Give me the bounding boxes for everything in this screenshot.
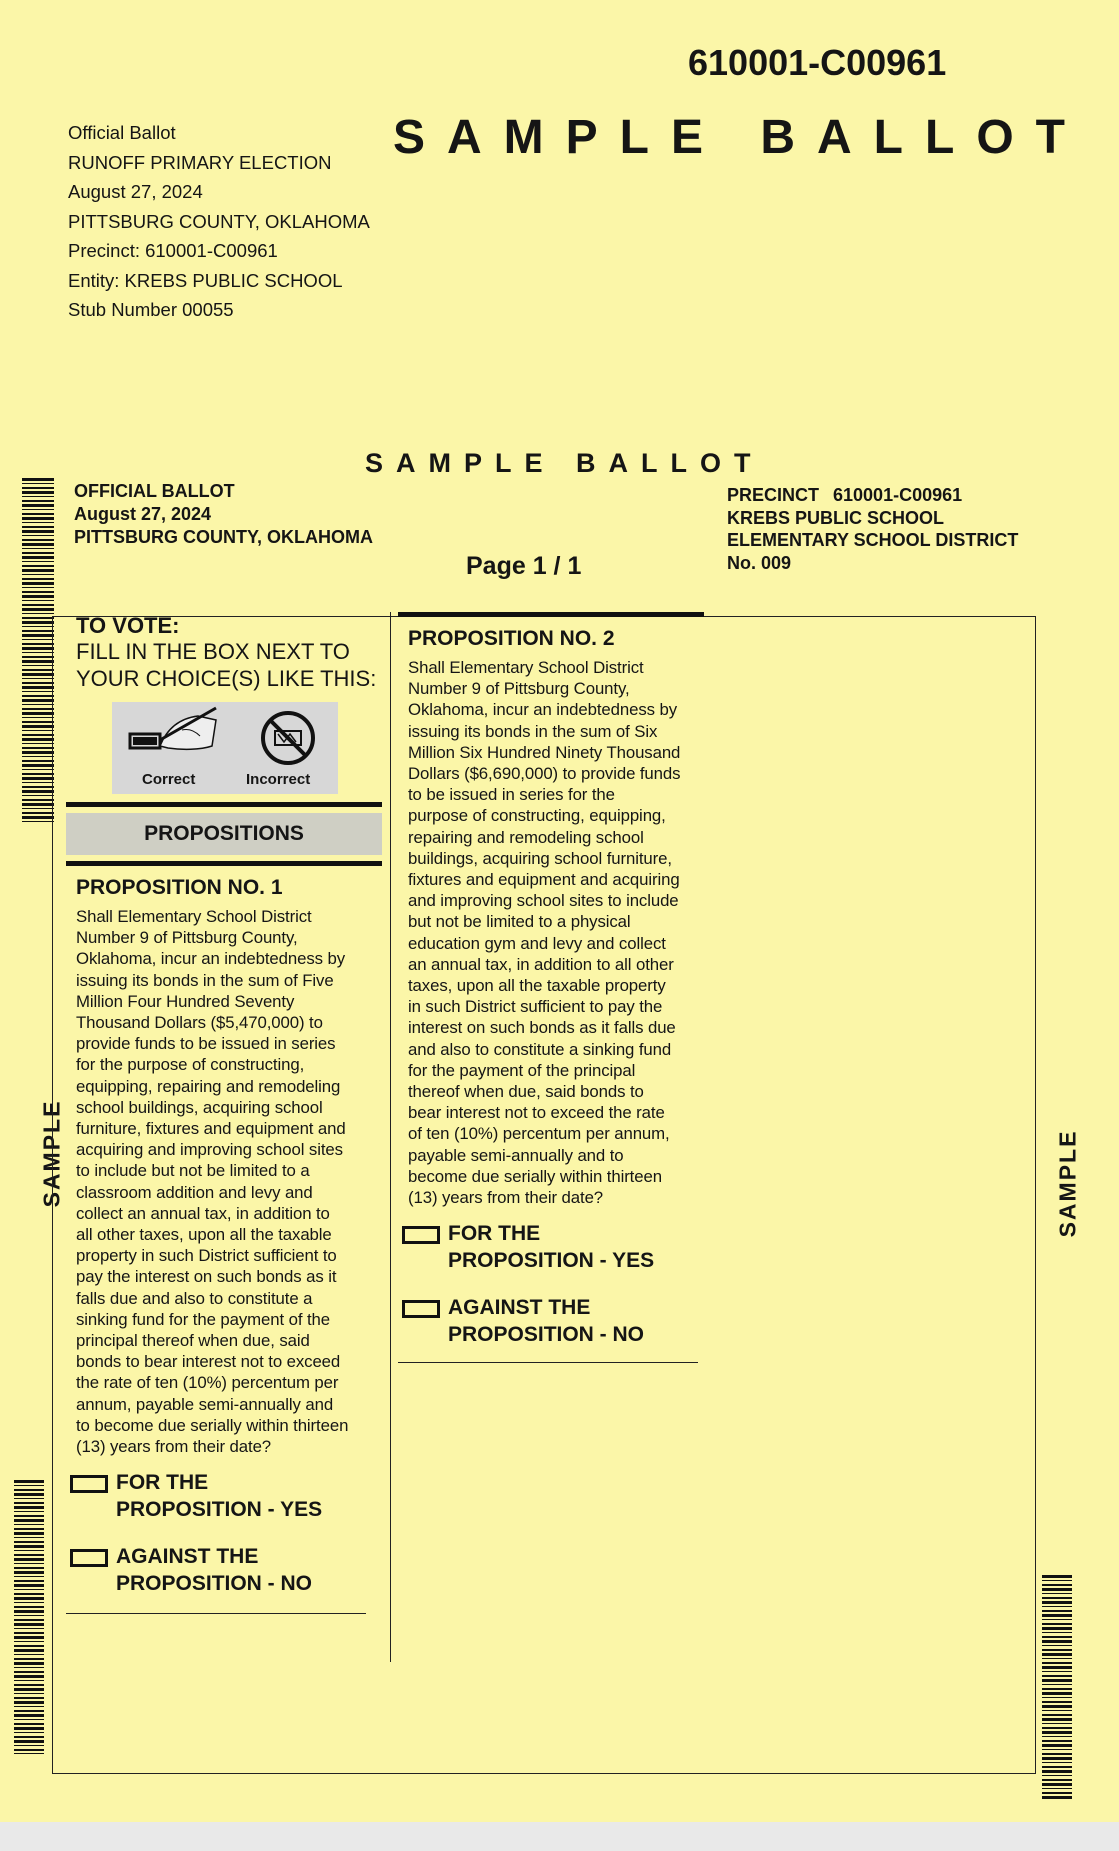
text-line: provide funds to be issued in series bbox=[76, 1034, 336, 1054]
proposition-2-text bbox=[398, 657, 704, 1208]
correct-mark-icon bbox=[120, 706, 230, 776]
choice-label bbox=[448, 1294, 644, 1348]
instructions-heading: TO VOTE: bbox=[76, 613, 180, 638]
vote-box[interactable] bbox=[402, 1300, 440, 1318]
text-line: interest on such bonds as it falls due bbox=[408, 1018, 676, 1038]
text-line: Number 9 of Pittsburg County, bbox=[408, 679, 630, 699]
proposition-2-title: PROPOSITION NO. 2 bbox=[408, 627, 615, 650]
text-line: issuing its bonds in the sum of Five bbox=[76, 970, 334, 990]
text-line: to include but not be limited to a bbox=[76, 1161, 310, 1181]
text-line: equipping, repairing and remodeling bbox=[76, 1076, 341, 1096]
precinct-value: 610001-C00961 bbox=[833, 485, 963, 505]
barcode-left-bottom bbox=[14, 1480, 44, 1754]
proposition-1-text bbox=[66, 906, 382, 1457]
entity-line: No. 009 bbox=[727, 552, 792, 573]
instructions-text bbox=[66, 638, 382, 692]
barcode-right-bottom bbox=[1042, 1575, 1072, 1799]
text-line: become due serially within thirteen bbox=[408, 1166, 662, 1186]
text-line: repairing and remodeling school bbox=[408, 827, 644, 847]
instructions-line: YOUR CHOICE(S) LIKE THIS: bbox=[76, 666, 377, 691]
sample-label-left: SAMPLE bbox=[38, 1099, 65, 1208]
stub-line: PITTSBURG COUNTY, OKLAHOMA bbox=[68, 210, 370, 232]
entity-line: ELEMENTARY SCHOOL DISTRICT bbox=[727, 530, 1019, 550]
divider bbox=[398, 1362, 698, 1363]
stub-line: RUNOFF PRIMARY ELECTION bbox=[68, 151, 332, 173]
text-line: payable semi-annually and to bbox=[408, 1145, 624, 1165]
text-line: buildings, acquiring school furniture, bbox=[408, 848, 672, 868]
column-1 bbox=[66, 608, 382, 1614]
column-divider bbox=[390, 612, 391, 1662]
text-line: issuing its bonds in the sum of Six bbox=[408, 721, 658, 741]
choice-line: PROPOSITION - YES bbox=[116, 1498, 323, 1522]
proposition-1-title: PROPOSITION NO. 1 bbox=[76, 876, 283, 899]
stub-line: August 27, 2024 bbox=[68, 181, 203, 202]
divider bbox=[66, 802, 382, 807]
choice-line: FOR THE bbox=[116, 1471, 209, 1495]
column-2 bbox=[398, 612, 704, 1363]
precinct-label: PRECINCT bbox=[727, 485, 820, 505]
scan-edge bbox=[0, 1822, 1119, 1851]
choice-line: PROPOSITION - YES bbox=[448, 1249, 655, 1273]
sample-label-right: SAMPLE bbox=[1054, 1129, 1081, 1238]
proposition-1-no-option[interactable] bbox=[70, 1543, 382, 1597]
proposition-1-yes-option[interactable] bbox=[70, 1469, 382, 1523]
incorrect-label: Incorrect bbox=[246, 771, 311, 788]
divider bbox=[66, 1613, 366, 1614]
vote-box[interactable] bbox=[70, 1475, 108, 1493]
text-line: bonds to bear interest not to exceed bbox=[76, 1352, 341, 1372]
ballot-info-line: PITTSBURG COUNTY, OKLAHOMA bbox=[74, 527, 373, 547]
ballot-info-line: OFFICIAL BALLOT bbox=[74, 481, 235, 501]
text-line: Number 9 of Pittsburg County, bbox=[76, 928, 298, 948]
stub-line: Precinct: 610001-C00961 bbox=[68, 240, 278, 261]
text-line: an annual tax, in addition to all other bbox=[408, 954, 674, 974]
text-line: for the payment of the principal bbox=[408, 1060, 636, 1080]
text-line: to be issued in series for the bbox=[408, 785, 615, 805]
text-line: furniture, fixtures and equipment and bbox=[76, 1119, 346, 1139]
text-line: and also to constitute a sinking fund bbox=[408, 1039, 672, 1059]
text-line: taxes, upon all the taxable property bbox=[408, 976, 666, 996]
barcode-left-top bbox=[22, 478, 54, 822]
text-line: but not be limited to a physical bbox=[408, 912, 631, 932]
mark-examples bbox=[112, 702, 338, 794]
text-line: fixtures and equipment and acquiring bbox=[408, 870, 680, 890]
text-line: pay the interest on such bonds as it bbox=[76, 1267, 337, 1287]
choice-line: AGAINST THE bbox=[116, 1545, 259, 1569]
proposition-2-no-option[interactable] bbox=[402, 1294, 704, 1348]
text-line: to become due serially within thirteen bbox=[76, 1415, 349, 1435]
stub-precinct-code: 610001-C00961 bbox=[688, 42, 947, 83]
choice-label bbox=[448, 1220, 654, 1274]
text-line: principal thereof when due, said bbox=[76, 1331, 310, 1351]
text-line: Dollars ($6,690,000) to provide funds bbox=[408, 764, 681, 784]
text-line: education gym and levy and collect bbox=[408, 933, 666, 953]
text-line: of ten (10%) percentum per annum, bbox=[408, 1124, 670, 1144]
text-line: the rate of ten (10%) percentum per bbox=[76, 1373, 339, 1393]
text-line: Oklahoma, incur an indebtedness by bbox=[408, 700, 677, 720]
stub-info bbox=[68, 118, 370, 325]
section-header: PROPOSITIONS bbox=[66, 813, 382, 855]
page-number: Page 1 / 1 bbox=[466, 552, 582, 580]
text-line: (13) years from their date? bbox=[408, 1188, 604, 1208]
instructions-line: FILL IN THE BOX NEXT TO bbox=[76, 639, 350, 664]
stub-line: Official Ballot bbox=[68, 122, 176, 143]
vote-box[interactable] bbox=[70, 1549, 108, 1567]
text-line: Oklahoma, incur an indebtedness by bbox=[76, 949, 345, 969]
text-line: and improving school sites to include bbox=[408, 891, 679, 911]
choice-label bbox=[116, 1543, 312, 1597]
text-line: annum, payable semi-annually and bbox=[76, 1394, 334, 1414]
text-line: school buildings, acquiring school bbox=[76, 1097, 323, 1117]
vote-box[interactable] bbox=[402, 1226, 440, 1244]
text-line: collect an annual tax, in addition to bbox=[76, 1203, 330, 1223]
entity-line: KREBS PUBLIC SCHOOL bbox=[727, 507, 945, 528]
stub-line: Stub Number 00055 bbox=[68, 299, 234, 320]
correct-label: Correct bbox=[142, 771, 196, 788]
choice-line: PROPOSITION - NO bbox=[116, 1572, 313, 1596]
stub-title: SAMPLE BALLOT bbox=[393, 111, 1087, 164]
text-line: classroom addition and levy and bbox=[76, 1182, 313, 1202]
text-line: acquiring and improving school sites bbox=[76, 1140, 343, 1160]
text-line: Shall Elementary School District bbox=[408, 658, 644, 677]
text-line: bear interest not to exceed the rate bbox=[408, 1103, 665, 1123]
text-line: all other taxes, upon all the taxable bbox=[76, 1225, 332, 1245]
text-line: for the purpose of constructing, bbox=[76, 1055, 305, 1075]
text-line: (13) years from their date? bbox=[76, 1437, 272, 1457]
stub-line: Entity: KREBS PUBLIC SCHOOL bbox=[68, 269, 343, 291]
text-line: falls due and also to constitute a bbox=[76, 1288, 313, 1308]
text-line: Million Six Hundred Ninety Thousand bbox=[408, 742, 681, 762]
choice-line: FOR THE bbox=[448, 1222, 541, 1246]
ballot-title: SAMPLE BALLOT bbox=[365, 448, 764, 478]
text-line: Shall Elementary School District bbox=[76, 907, 312, 926]
text-line: Thousand Dollars ($5,470,000) to bbox=[76, 1013, 323, 1033]
ballot-info-right bbox=[727, 484, 1018, 574]
text-line: property in such District sufficient to bbox=[76, 1246, 337, 1266]
text-line: thereof when due, said bonds to bbox=[408, 1082, 644, 1102]
text-line: sinking fund for the payment of the bbox=[76, 1309, 330, 1329]
choice-line: PROPOSITION - NO bbox=[448, 1323, 645, 1347]
text-line: Million Four Hundred Seventy bbox=[76, 991, 295, 1011]
ballot-info-left bbox=[74, 480, 373, 549]
text-line: in such District sufficient to pay the bbox=[408, 997, 663, 1017]
text-line: purpose of constructing, equipping, bbox=[408, 806, 666, 826]
choice-label bbox=[116, 1469, 322, 1523]
proposition-2-yes-option[interactable] bbox=[402, 1220, 704, 1274]
choice-line: AGAINST THE bbox=[448, 1296, 591, 1320]
incorrect-mark-icon bbox=[258, 708, 318, 768]
ballot-info-line: August 27, 2024 bbox=[74, 504, 212, 524]
